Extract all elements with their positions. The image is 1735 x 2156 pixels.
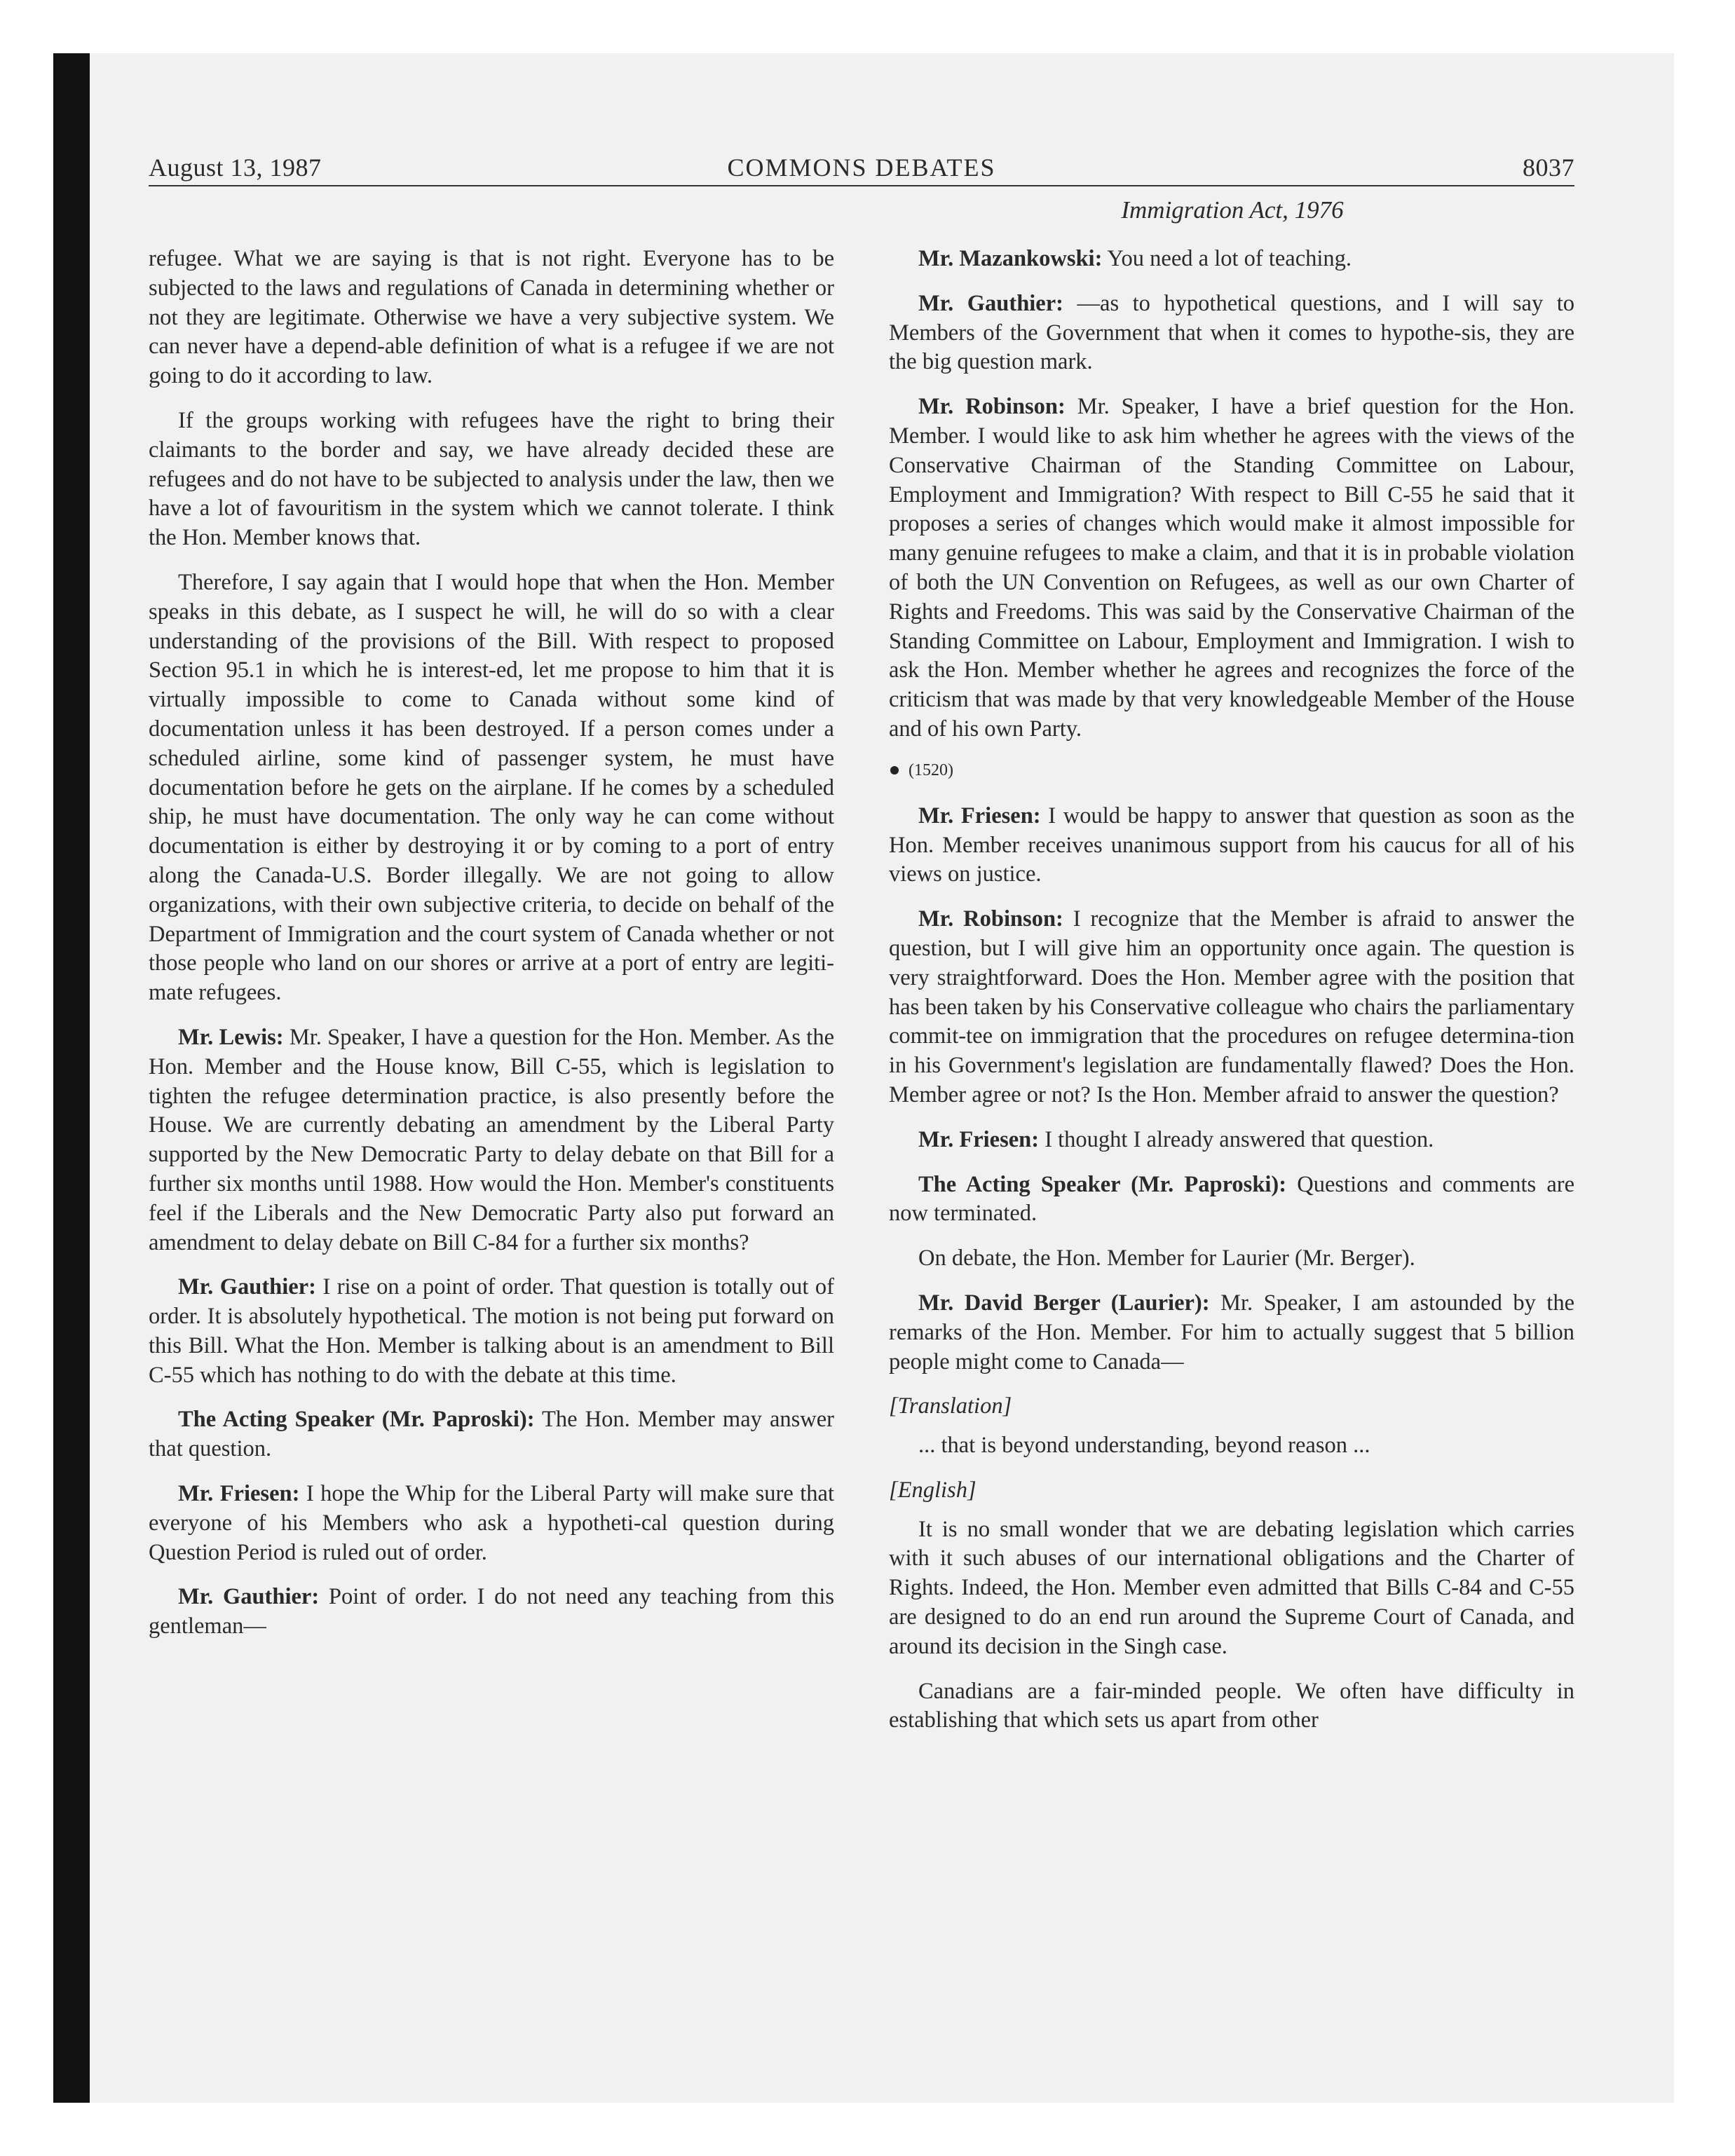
speaker-name: The Acting Speaker (Mr. Paproski): [178, 1407, 535, 1433]
paragraph: If the groups working with refugees have the right to bring their claimants to the border and say, we have already decided these are refugees and do not have to be subjected to analysis under the law, then we have a lot of favouritism in the system which we cannot tolerate. I think the Hon. Member knows that. [149, 407, 834, 551]
translated-quote: ... that is beyond understanding, beyond reason ... [918, 1433, 1370, 1459]
speech [149, 1273, 834, 1390]
speaker-name: Mr. Friesen: [178, 1481, 300, 1507]
speaker-name: Mr. Gauthier: [178, 1274, 316, 1300]
left-column [149, 245, 834, 1657]
speech [149, 1023, 834, 1257]
paragraph: Therefore, I say again that I would hope that when the Hon. Member speaks in this debate, as I suspect he will, he will do so with a clear understanding of the provisions of the Bill. With respect to proposed Section 95.1 in which he is interest-ed, let me propose to him that it is virtually impossible to come to Canada without some kind of documentation unless it has been destroyed. If a person comes under a scheduled airline, some kind of passenger system, he must have documentation before he gets on the airplane. If he comes by a scheduled ship, he must have documentation. The only way he can come without documentation is either by destroying it or by coming to a port of entry along the Canada-U.S. Border illegally. We are not going to allow organizations, with their own subjective criteria, to decide on behalf of the Department of Immigration and the court system of Canada whether or not those people who land on our shores or arrive at a port of entry are legiti-mate refugees. [149, 569, 834, 1006]
speech [889, 1289, 1574, 1377]
paragraph: refugee. What we are saying is that is not right. Everyone has to be subjected to the laws and regulations of Canada in determining whether or not they are legitimate. Otherwise we have a very subjective system. We can never have a depend-able definition of what is a refugee if we are not going to do it according to law. [149, 246, 834, 389]
speech-text: Mr. Speaker, I have a brief question for the Hon. Member. I would like to ask him whether he agrees with the views of the Conservative Chairman of the Standing Committee on Labour, Employment and Immigration? With respect to Bill C-55 he said that it proposes a series of changes which would make it almost impossible for many genuine refugees to make a claim, and that it is in probable violation of both the UN Convention on Refugees, as well as our own Charter of Rights and Freedoms. This was said by the Conservative Chairman of the Standing Committee on Labour, Employment and Immigration. I wish to ask the Hon. Member whether he agrees and recognizes the force of the criticism that was made by that very knowledgeable Member of the House and of his own Party. [889, 394, 1575, 742]
running-head: Immigration Act, 1976 [1121, 196, 1344, 224]
speech [889, 802, 1574, 889]
speaker-name: Mr. Friesen: [918, 1126, 1040, 1152]
speaker-name: Mr. Gauthier: [918, 290, 1063, 316]
speaker-name: Mr. Robinson: [918, 906, 1063, 932]
speech-text: I hope the Whip for the Liberal Party will make sure that everyone of his Members who ask a hypotheti-cal question during Question Period is ruled out of order. [149, 1481, 834, 1565]
speech-text: Mr. Speaker, I have a question for the Hon. Member. As the Hon. Member and the House know, Bill C-55, which is legislation to tighten the refugee determination practice, is also presently before the House. We are currently debating an amendment by the Liberal Party supported by the New Democratic Party to delay debate on that Bill for a further six months until 1988. How would the Hon. Member's constituents feel if the Liberals and the New Democratic Party also put forward an amendment to delay debate on Bill C-84 for a further six months? [149, 1024, 835, 1255]
english-tag: [English] [889, 1477, 977, 1503]
right-column [889, 245, 1574, 1751]
speech-text: I recognize that the Member is afraid to answer the question, but I will give him an opportunity once again. The question is very straightforward. Does the Hon. Member agree with the position that has been taken by his Conservative colleague who chairs the parliamentary commit-tee on immigration that the procedures on refugee determina-tion in his Government's legislation are fundamentally flawed? Does the Hon. Member agree or not? Is the Hon. Member afraid to answer the question? [889, 906, 1574, 1107]
speaker-name: Mr. Gauthier: [178, 1584, 320, 1610]
translation-tag: [Translation] [889, 1393, 1012, 1419]
speech-text: Mr. Speaker, I am astounded by the remarks of the Hon. Member. For him to actually suggest that 5 billion people might come to Canada— [889, 1290, 1574, 1374]
paragraph: Canadians are a fair-minded people. We often have difficulty in establishing that which sets us apart from other [889, 1678, 1574, 1733]
speaker-name: The Acting Speaker (Mr. Paproski): [918, 1171, 1287, 1197]
speech-text: —as to hypothetical questions, and I will say to Members of the Government that when it comes to hypothe-sis, they are the big question mark. [889, 290, 1575, 375]
speaker-name: Mr. Mazankowski: [918, 246, 1103, 271]
speaker-name: Mr. David Berger (Laurier): [918, 1290, 1210, 1316]
speech-text: I rise on a point of order. That question is totally out of order. It is absolutely hypothetical. The motion is not being put forward on this Bill. What the Hon. Member is talking about is an amendment to Bill C-55 which has nothing to do with the debate at this time. [149, 1274, 834, 1388]
page-header [149, 147, 1574, 185]
speech-text: I thought I already answered that question. [1045, 1126, 1434, 1152]
time-marker-text: (1520) [909, 760, 953, 779]
header-title: COMMONS DEBATES [727, 153, 996, 182]
speech-text: I would be happy to answer that question as soon as the Hon. Member receives unanimous support from his caucus for all of his views on justice. [889, 803, 1574, 887]
speech-text: You need a lot of teaching. [1107, 246, 1352, 271]
speaker-name: Mr. Robinson: [918, 394, 1066, 420]
speech [889, 289, 1574, 377]
time-marker [889, 760, 1574, 781]
paragraph: It is no small wonder that we are debating legislation which carries with it such abuses of our international obligations and the Charter of Rights. Indeed, the Hon. Member even admitted that Bills C-84 and C-55 are designed to do an end run around the Supreme Court of Canada, and around its decision in the Singh case. [889, 1516, 1574, 1659]
speech [889, 1126, 1574, 1155]
paragraph: On debate, the Hon. Member for Laurier (Mr. Berger). [918, 1246, 1415, 1271]
speech-text: Questions and comments are now terminated. [889, 1171, 1574, 1227]
header-rule [149, 185, 1574, 186]
speech [889, 393, 1574, 744]
speaker-name: Mr. Friesen: [918, 803, 1041, 828]
speech-text: Point of order. I do not need any teaching from this gentleman— [149, 1584, 835, 1639]
binding-edge [53, 53, 90, 2103]
speech [149, 1583, 834, 1642]
speech [889, 905, 1574, 1110]
speech [149, 1480, 834, 1567]
speech-text: The Hon. Member may answer that question. [149, 1407, 834, 1462]
speech [149, 1405, 834, 1464]
speech [889, 1171, 1574, 1229]
speech [889, 245, 1574, 274]
speaker-name: Mr. Lewis: [178, 1024, 284, 1050]
bullet-icon [890, 766, 899, 775]
header-date: August 13, 1987 [149, 153, 322, 182]
page-number: 8037 [1523, 153, 1574, 182]
